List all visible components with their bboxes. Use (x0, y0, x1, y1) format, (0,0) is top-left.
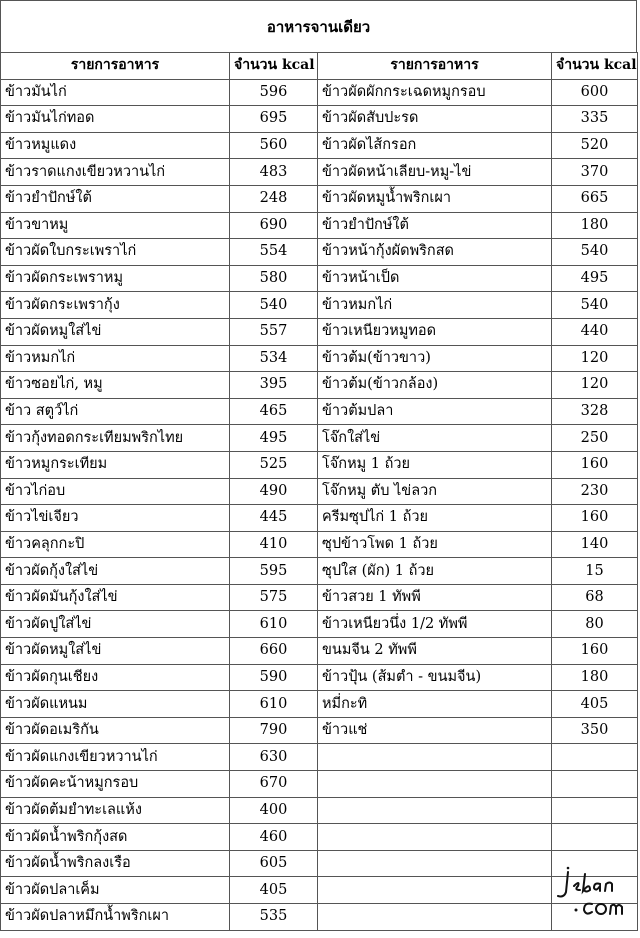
table-row (1, 318, 638, 345)
kcal-right: 665 (552, 185, 638, 212)
food-name-right: ข้าวหมกไก่ (318, 292, 552, 319)
kcal-left: 670 (230, 771, 318, 798)
kcal-right: 160 (552, 451, 638, 478)
food-name-left: ข้าวหมูกระเทียม (1, 451, 230, 478)
table-row (1, 451, 638, 478)
table-row (1, 159, 638, 186)
food-name-right: ข้าวผัดหน้าเลียบ-หมู-ไข่ (318, 159, 552, 186)
food-name-left: ข้าวผัดใบกระเพราไก่ (1, 239, 230, 266)
table-row (1, 850, 638, 877)
kcal-right: 230 (552, 478, 638, 505)
food-name-left: ข้าวผัดหมูใส่ไข่ (1, 318, 230, 345)
food-name-left: ข้าวผัดต้มยำทะเลแห้ง (1, 797, 230, 824)
kcal-right: 440 (552, 318, 638, 345)
table-row (1, 611, 638, 638)
kcal-right: 140 (552, 531, 638, 558)
calorie-table (0, 52, 638, 931)
kcal-left: 605 (230, 850, 318, 877)
table-row (1, 478, 638, 505)
kcal-left: 575 (230, 584, 318, 611)
kcal-left: 790 (230, 717, 318, 744)
food-name-left: ข้าวราดแกงเขียวหวานไก่ (1, 159, 230, 186)
food-name-left: ข้าวยำปักษ์ใต้ (1, 185, 230, 212)
food-name-left: ข้าวผัดแกงเขียวหวานไก่ (1, 744, 230, 771)
food-name-left: ข้าวหมูแดง (1, 132, 230, 159)
food-name-left: ข้าวขาหมู (1, 212, 230, 239)
kcal-right: 120 (552, 372, 638, 399)
kcal-right: 80 (552, 611, 638, 638)
food-name-right: ข้าวผัดผักกระเฉดหมูกรอบ (318, 79, 552, 106)
kcal-left: 560 (230, 132, 318, 159)
food-name-left: ข้าวหมกไก่ (1, 345, 230, 372)
table-row (1, 398, 638, 425)
food-name-right: โจ๊กหมู 1 ถ้วย (318, 451, 552, 478)
food-name-right (318, 797, 552, 824)
table-header-row (1, 53, 638, 80)
kcal-right: 540 (552, 292, 638, 319)
kcal-right: 495 (552, 265, 638, 292)
food-name-left: ข้าวมันไก่ (1, 79, 230, 106)
food-name-right: ข้าวเหนียวนึ่ง 1/2 ทัพพี (318, 611, 552, 638)
table-row (1, 265, 638, 292)
kcal-right: 405 (552, 691, 638, 718)
kcal-right: 328 (552, 398, 638, 425)
kcal-right: 68 (552, 584, 638, 611)
kcal-left: 540 (230, 292, 318, 319)
kcal-right: 540 (552, 239, 638, 266)
table-row (1, 664, 638, 691)
food-name-right (318, 877, 552, 904)
kcal-left: 695 (230, 106, 318, 133)
table-row (1, 425, 638, 452)
table-row (1, 212, 638, 239)
table-row (1, 372, 638, 399)
food-name-left: ข้าวผัดกุนเชียง (1, 664, 230, 691)
food-name-left: ข้าวผัดน้ำพริกกุ้งสด (1, 824, 230, 851)
table-row (1, 797, 638, 824)
food-name-right: ข้าวต้มปลา (318, 398, 552, 425)
food-name-left: ข้าวผัดคะน้าหมูกรอบ (1, 771, 230, 798)
food-name-right (318, 824, 552, 851)
table-row (1, 345, 638, 372)
table-row (1, 79, 638, 106)
table-row (1, 638, 638, 665)
food-name-left: ข้าว สตูว์ไก่ (1, 398, 230, 425)
table-row (1, 691, 638, 718)
food-name-right: ข้าวผัดหมูน้ำพริกเผา (318, 185, 552, 212)
table-row (1, 106, 638, 133)
food-name-right: ข้าวหน้าเป็ด (318, 265, 552, 292)
food-name-left: ข้าวผัดปลาหมึกน้ำพริกเผา (1, 904, 230, 931)
header-food-right: รายการอาหาร (318, 53, 552, 80)
food-name-right: ซุปข้าวโพด 1 ถ้วย (318, 531, 552, 558)
table-row (1, 531, 638, 558)
kcal-right (552, 824, 638, 851)
food-name-right: โจ๊กหมู ตับ ไข่ลวก (318, 478, 552, 505)
food-name-right (318, 771, 552, 798)
food-name-right: ข้าวเหนียวหมูทอด (318, 318, 552, 345)
kcal-right: 15 (552, 558, 638, 585)
kcal-left: 610 (230, 611, 318, 638)
food-name-right: ซุปใส (ผัก) 1 ถ้วย (318, 558, 552, 585)
kcal-right: 520 (552, 132, 638, 159)
table-row (1, 717, 638, 744)
food-name-right: ข้าวผัดไส้กรอก (318, 132, 552, 159)
kcal-left: 595 (230, 558, 318, 585)
kcal-left: 490 (230, 478, 318, 505)
kcal-left: 690 (230, 212, 318, 239)
food-name-right (318, 904, 552, 931)
kcal-right: 250 (552, 425, 638, 452)
jeban-logo (550, 866, 632, 924)
food-name-left: ข้าวผัดกระเพรากุ้ง (1, 292, 230, 319)
kcal-left: 610 (230, 691, 318, 718)
food-name-left: ข้าวผัดมันกุ้งใส่ไข่ (1, 584, 230, 611)
kcal-right: 335 (552, 106, 638, 133)
kcal-right: 180 (552, 212, 638, 239)
food-name-left: ข้าวผัดอเมริกัน (1, 717, 230, 744)
page-title: อาหารจานเดียว (0, 0, 637, 52)
food-name-left: ข้าวผัดกุ้งใส่ไข่ (1, 558, 230, 585)
kcal-left: 465 (230, 398, 318, 425)
food-name-left: ข้าวผัดกระเพราหมู (1, 265, 230, 292)
food-name-right: ข้าวสวย 1 ทัพพี (318, 584, 552, 611)
kcal-left: 410 (230, 531, 318, 558)
food-name-right: ข้าวผัดสับปะรด (318, 106, 552, 133)
kcal-right: 370 (552, 159, 638, 186)
food-name-right: ขนมจีน 2 ทัพพี (318, 638, 552, 665)
food-name-right (318, 744, 552, 771)
kcal-right (552, 797, 638, 824)
kcal-left: 405 (230, 877, 318, 904)
table-row (1, 558, 638, 585)
kcal-left: 460 (230, 824, 318, 851)
kcal-left: 557 (230, 318, 318, 345)
food-name-right: ข้าวยำปักษ์ใต้ (318, 212, 552, 239)
table-row (1, 877, 638, 904)
kcal-right (552, 744, 638, 771)
kcal-left: 535 (230, 904, 318, 931)
food-name-left: ข้าวผัดปลาเค็ม (1, 877, 230, 904)
table-row (1, 505, 638, 532)
table-row (1, 132, 638, 159)
table-row (1, 239, 638, 266)
food-name-left: ข้าวผัดหมูใส่ไข่ (1, 638, 230, 665)
header-kcal-left: จำนวน kcal (230, 53, 318, 80)
kcal-left: 248 (230, 185, 318, 212)
food-name-left: ข้าวคลุกกะปิ (1, 531, 230, 558)
table-row (1, 824, 638, 851)
kcal-left: 554 (230, 239, 318, 266)
food-name-right: ข้าวแช่ (318, 717, 552, 744)
header-food-left: รายการอาหาร (1, 53, 230, 80)
food-name-left: ข้าวซอยไก่, หมู (1, 372, 230, 399)
food-name-right: ครีมซุปไก่ 1 ถ้วย (318, 505, 552, 532)
table-row (1, 744, 638, 771)
kcal-left: 445 (230, 505, 318, 532)
food-name-right: ข้าวหน้ากุ้งผัดพริกสด (318, 239, 552, 266)
food-name-left: ข้าวผัดปูใส่ไข่ (1, 611, 230, 638)
kcal-left: 483 (230, 159, 318, 186)
kcal-right: 120 (552, 345, 638, 372)
kcal-right: 160 (552, 638, 638, 665)
food-name-left: ข้าวกุ้งทอดกระเทียมพริกไทย (1, 425, 230, 452)
food-name-right (318, 850, 552, 877)
kcal-left: 596 (230, 79, 318, 106)
kcal-left: 590 (230, 664, 318, 691)
kcal-right: 160 (552, 505, 638, 532)
kcal-right: 180 (552, 664, 638, 691)
food-name-left: ข้าวไก่อบ (1, 478, 230, 505)
kcal-left: 534 (230, 345, 318, 372)
kcal-left: 395 (230, 372, 318, 399)
header-kcal-right: จำนวน kcal (552, 53, 638, 80)
table-row (1, 584, 638, 611)
kcal-left: 660 (230, 638, 318, 665)
kcal-left: 400 (230, 797, 318, 824)
food-name-right: หมี่กะทิ (318, 691, 552, 718)
table-row (1, 292, 638, 319)
kcal-right: 350 (552, 717, 638, 744)
kcal-left: 630 (230, 744, 318, 771)
kcal-right (552, 771, 638, 798)
food-name-left: ข้าวผัดน้ำพริกลงเรือ (1, 850, 230, 877)
table-row (1, 771, 638, 798)
table-row (1, 904, 638, 931)
food-name-left: ข้าวมันไก่ทอด (1, 106, 230, 133)
food-name-right: ข้าวปุ้น (ส้มตำ - ขนมจีน) (318, 664, 552, 691)
kcal-left: 580 (230, 265, 318, 292)
food-name-right: ข้าวต้ม(ข้าวกล้อง) (318, 372, 552, 399)
kcal-right: 600 (552, 79, 638, 106)
kcal-left: 525 (230, 451, 318, 478)
food-name-right: โจ๊กใส่ไข่ (318, 425, 552, 452)
food-name-left: ข้าวผัดแหนม (1, 691, 230, 718)
food-name-right: ข้าวต้ม(ข้าวขาว) (318, 345, 552, 372)
table-row (1, 185, 638, 212)
kcal-left: 495 (230, 425, 318, 452)
food-name-left: ข้าวไข่เจียว (1, 505, 230, 532)
